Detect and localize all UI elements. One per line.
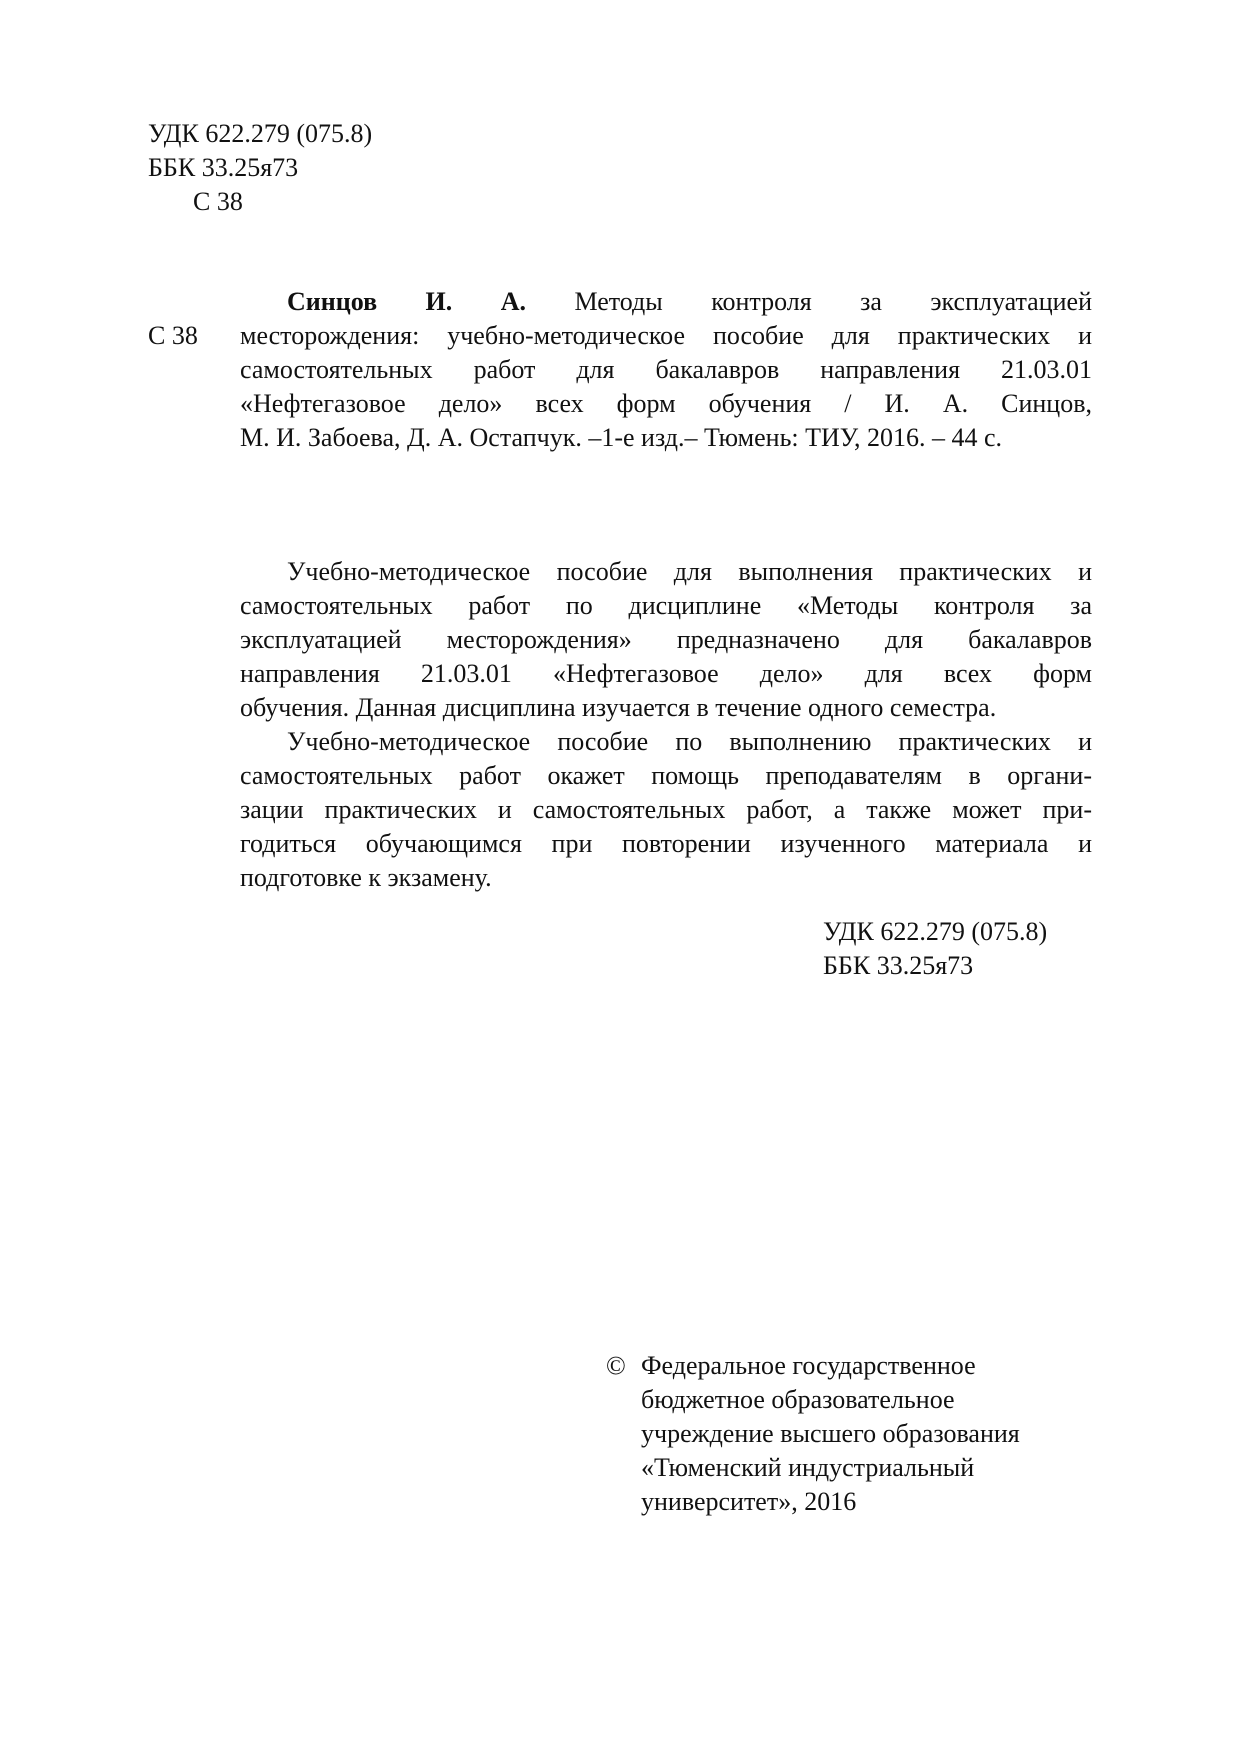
header-author-code: С 38 <box>193 187 243 216</box>
bib-line-4: «Нефтегазовое дело» всех форм обучения / И. А. Синцов, <box>240 389 1092 418</box>
bib-author-code: С 38 <box>148 321 198 350</box>
bib-line-3: самостоятельных работ для бакалавров направления 21.03.01 <box>240 355 1092 384</box>
header-udk: УДК 622.279 (075.8) <box>148 119 373 148</box>
abstract-p1-line-2: самостоятельных работ по дисциплине «Методы контроля за <box>240 591 1092 620</box>
bib-line-1: Синцов И. А. Методы контроля за эксплуатацией <box>287 287 1092 316</box>
copyright-line-5: университет», 2016 <box>641 1487 857 1516</box>
footer-bbk: ББК 33.25я73 <box>823 951 974 980</box>
abstract-p1-line-1: Учебно-методическое пособие для выполнения практических и <box>287 557 1092 586</box>
bib-line-5: М. И. Забоева, Д. А. Остапчук. –1-е изд.– Тюмень: ТИУ, 2016. – 44 с. <box>240 423 1003 452</box>
abstract-p2-line-2: самостоятельных работ окажет помощь преподавателям в органи- <box>240 761 1092 790</box>
bib-author: Синцов И. А. <box>287 287 527 316</box>
footer-udk: УДК 622.279 (075.8) <box>823 917 1048 946</box>
abstract-p1-line-3: эксплуатацией месторождения» предназначено для бакалавров <box>240 625 1092 654</box>
abstract-p2-line-5: подготовке к экзамену. <box>240 863 492 892</box>
copyright-line-4: «Тюменский индустриальный <box>641 1453 975 1482</box>
abstract-p1-line-4: направления 21.03.01 «Нефтегазовое дело» для всех форм <box>240 659 1092 688</box>
copyright-line-2: бюджетное образовательное <box>641 1385 955 1414</box>
header-bbk: ББК 33.25я73 <box>148 153 299 182</box>
abstract-p2-line-3: зации практических и самостоятельных работ, а также может при- <box>240 795 1092 824</box>
abstract-p2-line-4: годиться обучающимся при повторении изученного материала и <box>240 829 1092 858</box>
copyright-line-3: учреждение высшего образования <box>641 1419 1020 1448</box>
copyright-line-1: Федеральное государственное <box>641 1351 976 1380</box>
abstract-p1-line-5: обучения. Данная дисциплина изучается в течение одного семестра. <box>240 693 997 722</box>
abstract-p2-line-1: Учебно-методическое пособие по выполнению практических и <box>287 727 1092 756</box>
bib-line-2: месторождения: учебно-методическое пособие для практических и <box>240 321 1092 350</box>
copyright-icon: © <box>606 1351 626 1380</box>
